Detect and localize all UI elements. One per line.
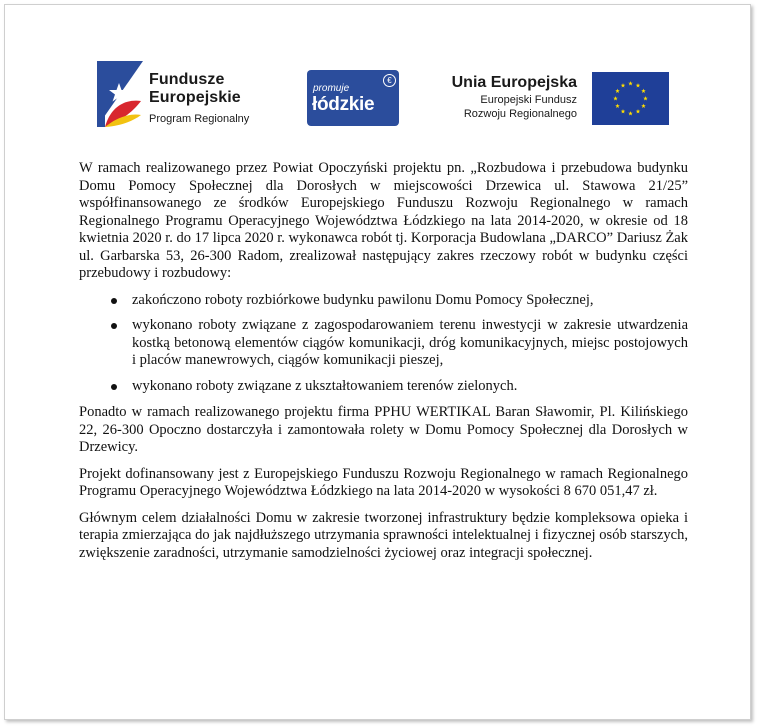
document-body [79, 160, 688, 571]
supplier-paragraph: Ponadto w ramach realizowanego projektu firma PPHU WERTIKAL Baran Sławomir, Pl. Kilińskiego 22, 26-300 Opoczno dostarczyła i zamontowała rolety w Domu Pomocy Społecznej dla Dorosłych w Drzewicy. [79, 404, 688, 455]
eu-star-icon [643, 96, 648, 100]
eu-star-icon [641, 104, 646, 108]
bullet-icon [111, 298, 117, 304]
ue-fund-line1: Europejski Fundusz [480, 94, 577, 106]
fundusze-europejskie-logo [97, 61, 272, 133]
list-item: zakończono roboty rozbiórkowe budynku pawilonu Domu Pomocy Społecznej, [79, 292, 688, 310]
ue-fund-line2: Rozwoju Regionalnego [463, 108, 577, 120]
bullet-icon [111, 384, 117, 390]
eu-star-icon [615, 104, 620, 108]
eu-star-icon [641, 89, 646, 93]
promuje-lodzkie-logo [307, 70, 399, 126]
eu-star-icon [636, 83, 641, 87]
goal-paragraph: Głównym celem działalności Domu w zakresie tworzonej infrastruktury będzie kompleksowa opieka i terapia zmierzająca do jak najdłuższego utrzymania sprawności intelektualnej i fizycznej osób starszych, zwiększenie zaradności, utrzymanie samodzielności życiowej oraz integracji społecznej. [79, 509, 688, 561]
eu-star-icon [621, 109, 626, 113]
ue-title: Unia Europejska [451, 74, 577, 91]
funding-paragraph: Projekt dofinansowany jest z Europejskiego Funduszu Rozwoju Regionalnego w ramach Regionalnego Programu Operacyjnego Województwa Łódzkiego na lata 2014-2020 w wysokości 8 670 051,47 zł. [79, 465, 688, 499]
eu-flag-icon [592, 72, 669, 125]
eu-star-icon [621, 83, 626, 87]
eu-star-icon [636, 109, 641, 113]
eu-star-icon [615, 89, 620, 93]
fe-title-line2: Europejskie [149, 89, 241, 106]
fe-subtitle: Program Regionalny [149, 113, 250, 125]
intro-paragraph: W ramach realizowanego przez Powiat Opoczyński projektu pn. „Rozbudowa i przebudowa budynku Domu Pomocy Społecznej dla Dorosłych w miejscowości Drzewica ul. Stawowa 21/25” współfinansowanego ze środków Europejskiego Funduszu Rozwoju Regionalnego w ramach Regionalnego Programu Operacyjnego Województwa Łódzkiego na lata 2014-2020, w okresie od 18 kwietnia 2020 r. do 17 lipca 2020 r. wykonawca robót tj. Korporacja Budowlana „DARCO” Dariusz Żak ul. Garbarska 53, 26-300 Radom, zrealizował następujący zakres rzeczowy robót w budynku części przebudowy i rozbudowy: [79, 160, 688, 281]
eu-star-icon [628, 81, 633, 85]
fe-star-emblem-icon [97, 61, 143, 127]
eu-star-icon [613, 96, 618, 100]
list-item: wykonano roboty związane z zagospodarowaniem terenu inwestycji w zakresie utwardzenia kostką betonową elementów ciągów komunikacji, dróg komunikacyjnych, miejsc postojowych i placów manewrowych, ciągów komunikacji pieszej, [79, 317, 688, 370]
document-page [4, 4, 751, 720]
fe-title-line1: Fundusze [149, 71, 225, 88]
lodzkie-big-text: łódzkie [312, 94, 375, 115]
works-list [79, 292, 688, 396]
eu-star-icon [628, 111, 633, 115]
euro-icon: € [383, 74, 396, 87]
eu-stars-circle [592, 72, 669, 125]
unia-europejska-text [437, 73, 577, 121]
bullet-icon [111, 323, 117, 329]
lodzkie-small-text: promuje [313, 83, 350, 94]
list-item: wykonano roboty związane z ukształtowaniem terenów zielonych. [79, 378, 688, 396]
logo-strip [5, 5, 750, 145]
